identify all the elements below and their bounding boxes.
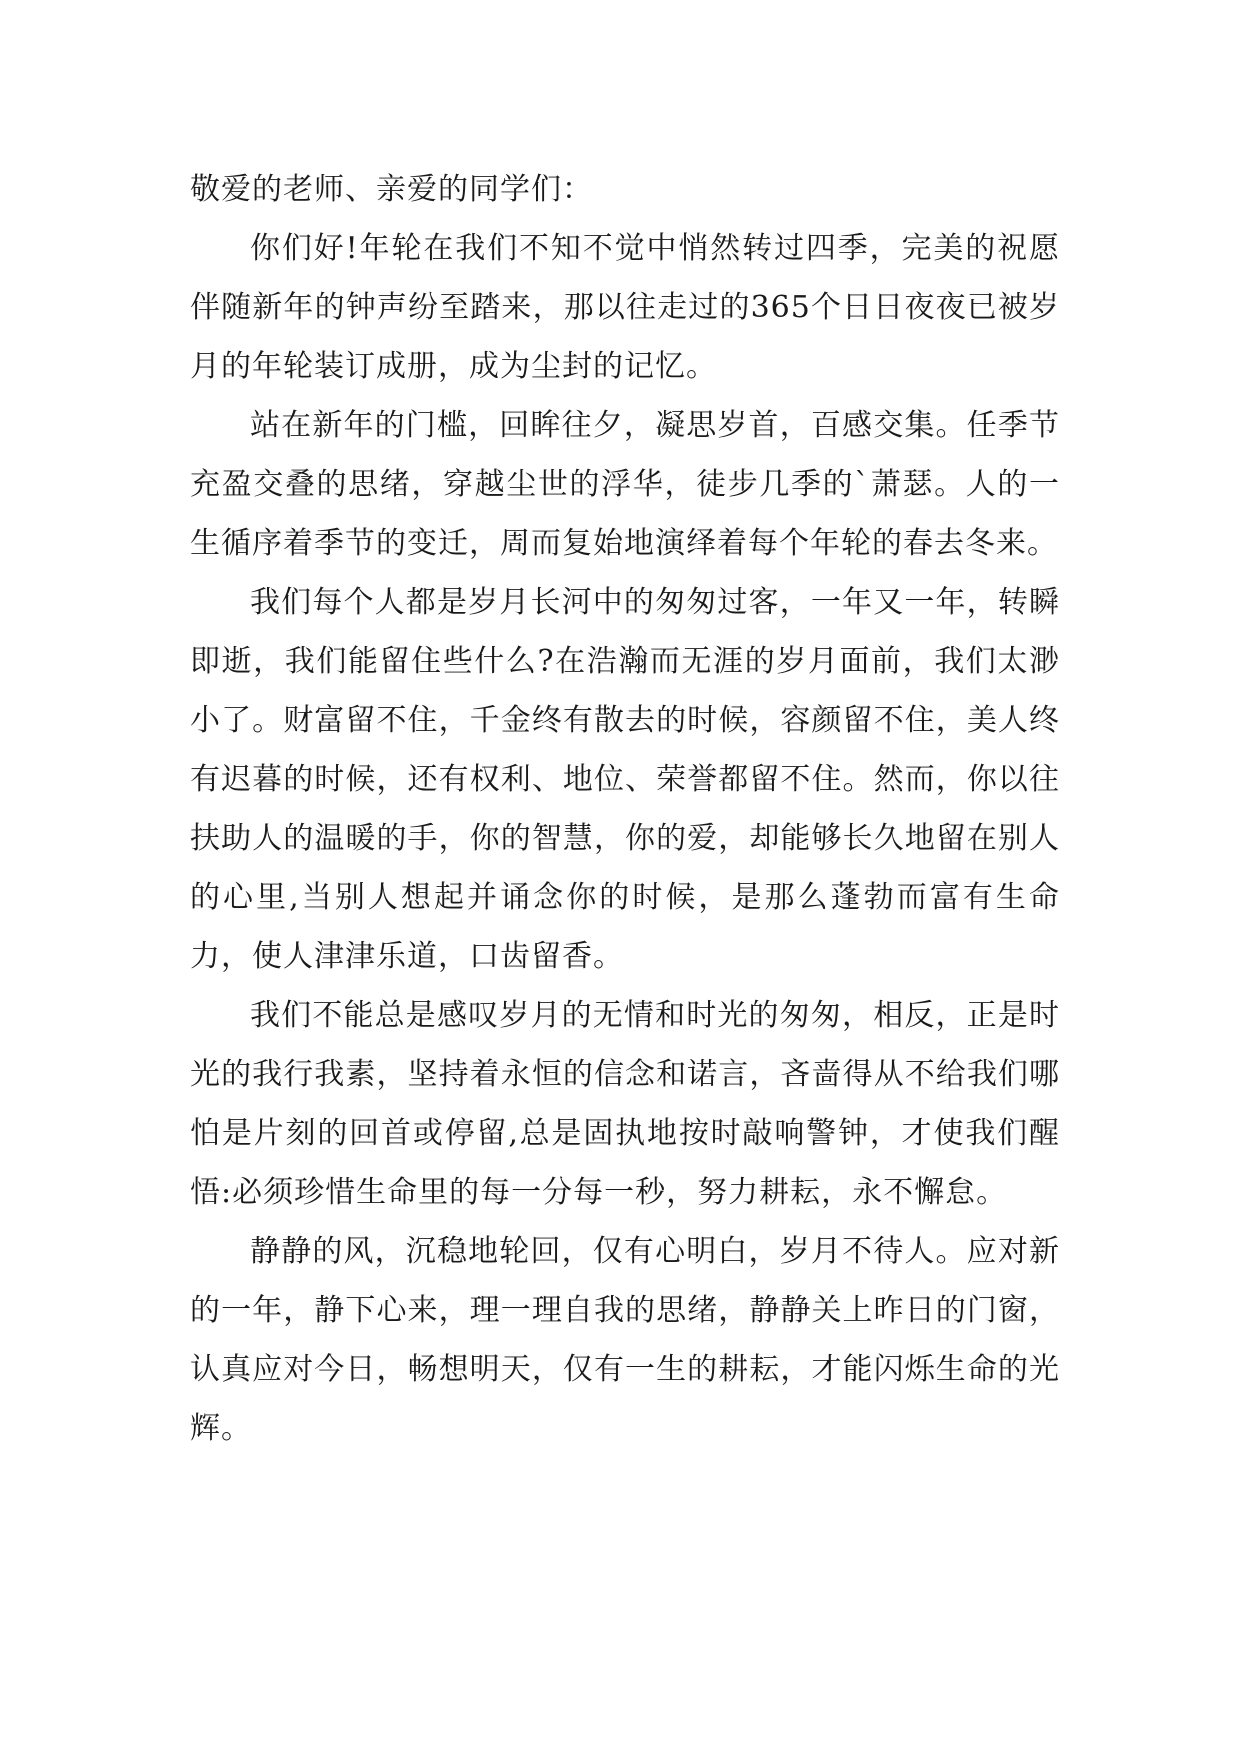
paragraph-new-year-threshold: 站在新年的门槛，回眸往夕，凝思岁首，百感交集。任季节充盈交叠的思绪，穿越尘世的浮华，徒步几季的`萧瑟。人的一生循序着季节的变迁，周而复始地演绎着每个年轮的春去冬来。 <box>190 408 1060 561</box>
paragraph-cherish-time: 我们不能总是感叹岁月的无情和时光的匆匆，相反，正是时光的我行我素，坚持着永恒的信念和诺言，吝啬得从不给我们哪怕是片刻的回首或停留,总是固执地按时敲响警钟，才使我们醒悟:必须珍惜生命里的每一分每一秒，努力耕耘，永不懈怠。 <box>190 998 1060 1210</box>
salutation: 敬爱的老师、亲爱的同学们： <box>190 172 593 207</box>
paragraph-greeting: 你们好!年轮在我们不知不觉中悄然转过四季，完美的祝愿伴随新年的钟声纷至踏来，那以往走过的365个日日夜夜已被岁月的年轮装订成册，成为尘封的记忆。 <box>190 231 1060 384</box>
document-body <box>190 160 1060 1458</box>
paragraph-closing: 静静的风，沉稳地轮回，仅有心明白，岁月不待人。应对新的一年，静下心来，理一理自我的思绪，静静关上昨日的门窗，认真应对今日，畅想明天，仅有一生的耕耘，才能闪烁生命的光辉。 <box>190 1234 1060 1446</box>
paragraph-passing-time: 我们每个人都是岁月长河中的匆匆过客，一年又一年，转瞬即逝，我们能留住些什么?在浩瀚而无涯的岁月面前，我们太渺小了。财富留不住，千金终有散去的时候，容颜留不住，美人终有迟暮的时候，还有权利、地位、荣誉都留不住。然而，你以往扶助人的温暖的手，你的智慧，你的爱，却能够长久地留在别人的心里,当别人想起并诵念你的时候，是那么蓬勃而富有生命力，使人津津乐道，口齿留香。 <box>190 585 1060 974</box>
